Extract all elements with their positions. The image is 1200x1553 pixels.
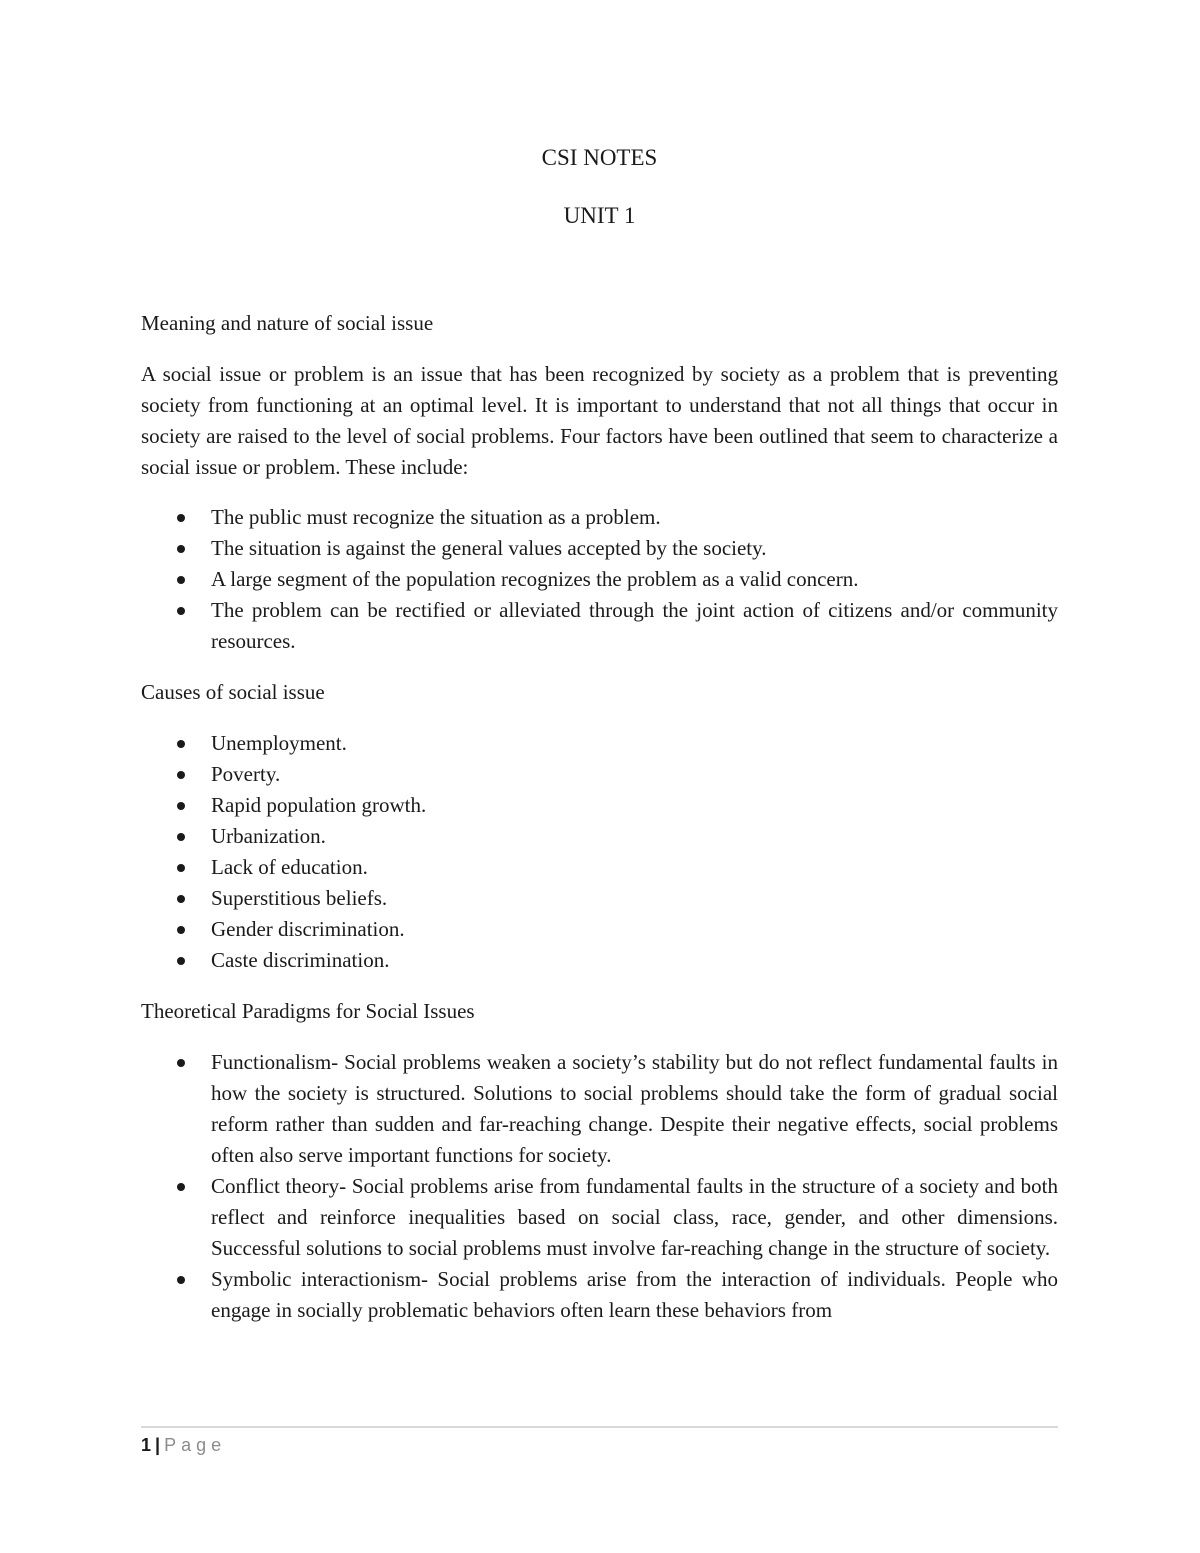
bullet-dot <box>177 802 185 810</box>
list-item <box>141 1171 1058 1264</box>
list-item-text: The public must recognize the situation as a problem. <box>211 505 661 529</box>
list-item-text: Unemployment. <box>211 731 347 755</box>
list-item <box>141 728 1058 759</box>
footer-separator: | <box>155 1435 161 1455</box>
bullet-dot <box>177 833 185 841</box>
list-item-text: Rapid population growth. <box>211 793 427 817</box>
list-item-text: The problem can be rectified or alleviated through the joint action of citizens and/or community resources. <box>211 598 1058 653</box>
bullet-dot <box>177 864 185 872</box>
bullet-dot <box>177 1276 185 1284</box>
list-item-text: Urbanization. <box>211 824 326 848</box>
section-heading-causes: Causes of social issue <box>141 680 325 704</box>
bullet-dot <box>177 895 185 903</box>
footer-divider <box>141 1426 1058 1428</box>
page-number: 1 <box>141 1435 152 1455</box>
bullet-list-paradigms <box>141 1047 1058 1326</box>
section-heading-meaning: Meaning and nature of social issue <box>141 311 434 335</box>
list-item-text: Lack of education. <box>211 855 368 879</box>
page-label: Page <box>164 1435 227 1455</box>
document-title: CSI NOTES <box>541 145 658 170</box>
list-item-text: Functionalism- Social problems weaken a society’s stability but do not reflect fundamental faults in how the society is structured. Solutions to social problems should take the form of gradual social reform rather than sudden and far-reaching change. Despite their negative effects, social problems often also serve important functions for society. <box>211 1050 1058 1167</box>
list-item <box>141 564 1058 595</box>
list-item-text: Superstitious beliefs. <box>211 886 388 910</box>
list-item-text: Caste discrimination. <box>211 948 390 972</box>
list-item <box>141 595 1058 657</box>
list-item <box>141 821 1058 852</box>
list-item <box>141 945 1058 976</box>
list-item <box>141 883 1058 914</box>
list-item-text: A large segment of the population recognizes the problem as a valid concern. <box>211 567 859 591</box>
bullet-dot <box>177 576 185 584</box>
list-item <box>141 852 1058 883</box>
bullet-dot <box>177 957 185 965</box>
bullet-dot <box>177 771 185 779</box>
bullet-dot <box>177 1059 185 1067</box>
bullet-list-causes <box>141 728 1058 976</box>
list-item-text: Poverty. <box>211 762 281 786</box>
list-item <box>141 533 1058 564</box>
list-item <box>141 914 1058 945</box>
list-item <box>141 759 1058 790</box>
bullet-list-factors <box>141 502 1058 657</box>
list-item <box>141 1264 1058 1326</box>
section-paragraph-meaning: A social issue or problem is an issue that has been recognized by society as a problem that is preventing society from functioning at an optimal level. It is important to understand that not all things that occur in society are raised to the level of social problems. Four factors have been outlined that seem to characterize a social issue or problem. These include: <box>141 362 1058 479</box>
list-item-text: Conflict theory- Social problems arise from fundamental faults in the structure of a society and both reflect and reinforce inequalities based on social class, race, gender, and other dimensions. Successful solutions to social problems must involve far-reaching change in the structure of society. <box>211 1174 1058 1260</box>
list-item-text: Gender discrimination. <box>211 917 405 941</box>
unit-heading: UNIT 1 <box>563 203 636 228</box>
section-heading-paradigms: Theoretical Paradigms for Social Issues <box>141 999 475 1023</box>
page-footer <box>141 1433 226 1457</box>
bullet-dot <box>177 607 185 615</box>
bullet-dot <box>177 514 185 522</box>
bullet-dot <box>177 545 185 553</box>
list-item <box>141 1047 1058 1171</box>
bullet-dot <box>177 926 185 934</box>
bullet-dot <box>177 740 185 748</box>
list-item <box>141 502 1058 533</box>
list-item <box>141 790 1058 821</box>
list-item-text: The situation is against the general values accepted by the society. <box>211 536 767 560</box>
bullet-dot <box>177 1183 185 1191</box>
list-item-text: Symbolic interactionism- Social problems arise from the interaction of individuals. People who engage in socially problematic behaviors often learn these behaviors from <box>211 1267 1058 1322</box>
